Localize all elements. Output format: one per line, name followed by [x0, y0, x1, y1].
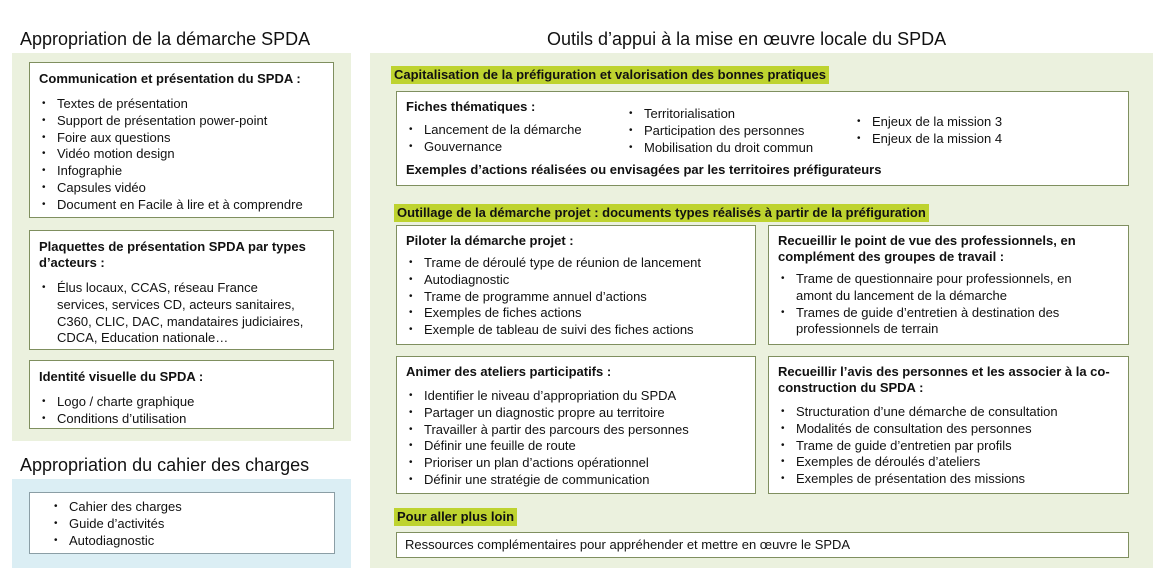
- list-item: • Élus locaux, CCAS, réseau France services, services CD, acteurs sanitaires, C360, CLIC, DAC, mandataires judiciaires, CDCA, Education nationale…: [39, 280, 311, 347]
- list-item: • Foire aux questions: [39, 130, 333, 147]
- list-item: • Prioriser un plan d’actions opérationnel: [406, 455, 755, 472]
- recueillir-pro-box: [768, 225, 1129, 345]
- outillage-label: Outillage de la démarche projet : documents types réalisés à partir de la préfiguration: [394, 204, 929, 222]
- communication-list: [39, 96, 333, 214]
- list-item: • Structuration d’une démarche de consultation: [778, 404, 1120, 421]
- left-title-demarche: Appropriation de la démarche SPDA: [20, 29, 311, 49]
- capitalisation-box: [396, 91, 1129, 186]
- list-item: • Exemples de fiches actions: [406, 305, 755, 322]
- list-item: • Trame de programme annuel d’actions: [406, 289, 755, 306]
- list-item: • Conditions d’utilisation: [39, 411, 333, 428]
- list-item: • Travailler à partir des parcours des personnes: [406, 422, 755, 439]
- fiches-title: Fiches thématiques :: [406, 99, 536, 114]
- fiches-col2: [626, 106, 813, 156]
- plus-loin-label: Pour aller plus loin: [394, 508, 517, 526]
- list-item: • Définir une feuille de route: [406, 438, 755, 455]
- list-item: • Vidéo motion design: [39, 146, 333, 163]
- exemples-actions: Exemples d’actions réalisées ou envisagées par les territoires préfigurateurs: [406, 162, 882, 177]
- identite-list: [39, 394, 333, 428]
- list-item: • Modalités de consultation des personnes: [778, 421, 1120, 438]
- animer-list: [406, 388, 755, 489]
- recueillir-pers-box: [768, 356, 1129, 494]
- list-item: • Infographie: [39, 163, 333, 180]
- list-item: • Textes de présentation: [39, 96, 333, 113]
- list-item: • Autodiagnostic: [51, 533, 334, 550]
- left-demarche-panel: [12, 53, 351, 441]
- list-item: • Trame de guide d’entretien par profils: [778, 438, 1120, 455]
- fiches-col3: [854, 114, 1002, 148]
- recueillir-pro-title: Recueillir le point de vue des professionnels, en complément des groupes de travail :: [778, 233, 1076, 264]
- animer-title: Animer des ateliers participatifs :: [406, 364, 612, 379]
- left-title-cahier: Appropriation du cahier des charges: [20, 455, 310, 475]
- right-panel: [370, 53, 1153, 568]
- list-item: • Document en Facile à lire et à comprendre: [39, 197, 333, 214]
- recueillir-pro-list: [778, 271, 1098, 338]
- list-item: • Gouvernance: [406, 139, 582, 156]
- list-item: • Définir une stratégie de communication: [406, 472, 755, 489]
- list-item: • Territorialisation: [626, 106, 813, 123]
- identite-box: [29, 360, 334, 429]
- list-item: • Exemples de déroulés d’ateliers: [778, 454, 1120, 471]
- list-item: • Trames de guide d’entretien à destination des professionnels de terrain: [778, 305, 1098, 339]
- list-item: • Trame de questionnaire pour professionnels, en amont du lancement de la démarche: [778, 271, 1098, 305]
- piloter-title: Piloter la démarche projet :: [406, 233, 574, 248]
- capitalisation-label: Capitalisation de la préfiguration et valorisation des bonnes pratiques: [391, 66, 829, 84]
- communication-title: Communication et présentation du SPDA :: [39, 71, 301, 86]
- list-item: • Lancement de la démarche: [406, 122, 582, 139]
- list-item: • Identifier le niveau d’appropriation du SPDA: [406, 388, 755, 405]
- list-item: • Enjeux de la mission 3: [854, 114, 1002, 131]
- plaquettes-list: [39, 280, 311, 347]
- left-cahier-panel: [12, 479, 351, 568]
- list-item: • Support de présentation power-point: [39, 113, 333, 130]
- fiches-col1: [406, 122, 582, 156]
- right-title: Outils d’appui à la mise en œuvre locale du SPDA: [547, 29, 947, 49]
- list-item: • Exemple de tableau de suivi des fiches actions: [406, 322, 755, 339]
- identite-title: Identité visuelle du SPDA :: [39, 369, 204, 384]
- list-item: • Enjeux de la mission 4: [854, 131, 1002, 148]
- animer-box: [396, 356, 756, 494]
- list-item: • Exemples de présentation des missions: [778, 471, 1120, 488]
- list-item: • Capsules vidéo: [39, 180, 333, 197]
- recueillir-pers-title: Recueillir l’avis des personnes et les associer à la co-construction du SPDA :: [778, 364, 1110, 395]
- cahier-list: [51, 499, 334, 549]
- communication-box: [29, 62, 334, 218]
- list-item: • Guide d’activités: [51, 516, 334, 533]
- list-item: • Participation des personnes: [626, 123, 813, 140]
- cahier-box: [29, 492, 335, 554]
- list-item: • Trame de déroulé type de réunion de lancement: [406, 255, 755, 272]
- list-item: • Partager un diagnostic propre au territoire: [406, 405, 755, 422]
- list-item: • Cahier des charges: [51, 499, 334, 516]
- piloter-list: [406, 255, 755, 339]
- list-item: • Autodiagnostic: [406, 272, 755, 289]
- list-item: • Mobilisation du droit commun: [626, 140, 813, 157]
- plaquettes-box: [29, 230, 334, 350]
- plaquettes-title: Plaquettes de présentation SPDA par types d’acteurs :: [39, 239, 306, 270]
- plus-loin-box: [396, 532, 1129, 558]
- list-item: • Logo / charte graphique: [39, 394, 333, 411]
- recueillir-pers-list: [778, 404, 1120, 488]
- plus-loin-text: Ressources complémentaires pour appréhender et mettre en œuvre le SPDA: [405, 537, 851, 552]
- piloter-box: [396, 225, 756, 345]
